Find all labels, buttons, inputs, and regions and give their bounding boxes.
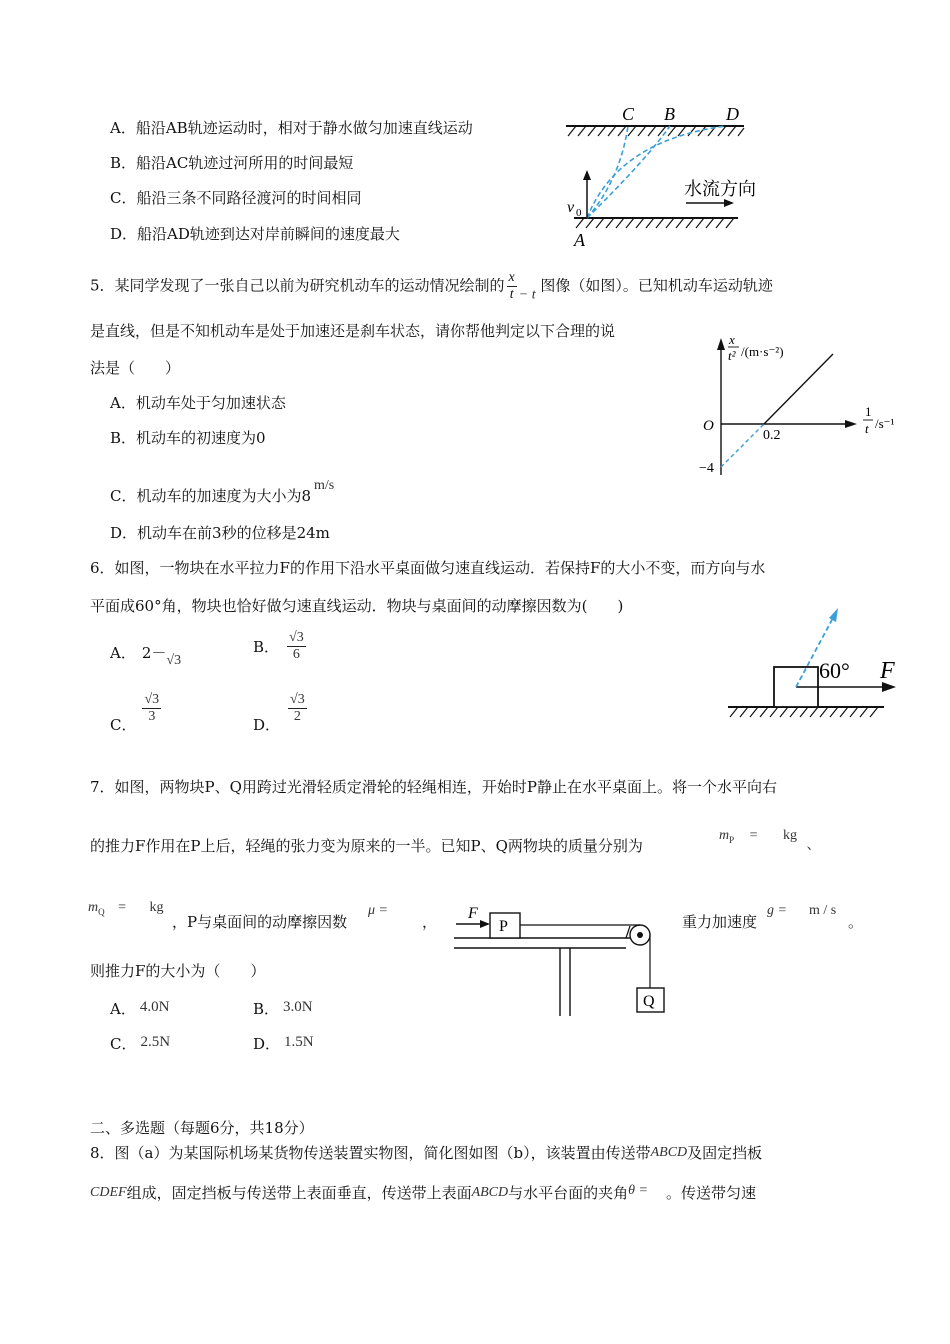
q6-stem-line2: 平面成60°角，物块也恰好做匀速直线运动．物块与桌面间的动摩擦因数为( ) bbox=[90, 597, 624, 615]
label-flow: 水流方向 bbox=[684, 179, 756, 199]
q7-mass-q: $m_Q$ = kg bbox=[88, 900, 164, 917]
x-axis-arrow bbox=[845, 420, 857, 428]
path-ac bbox=[587, 126, 628, 218]
q7-mass-p: $m_P$ = kg 、 bbox=[719, 828, 821, 853]
q5-stem-line3: 法是（ ） bbox=[90, 359, 181, 377]
q7-period: 。 bbox=[848, 913, 864, 931]
angled-force-head bbox=[829, 608, 838, 622]
label-b: B bbox=[664, 104, 675, 124]
label-v0-sub: 0 bbox=[576, 207, 582, 219]
label-d: D bbox=[726, 104, 739, 124]
dashed-extension bbox=[721, 424, 764, 467]
q5-option-b: B．机动车的初速度为0 bbox=[110, 429, 266, 447]
q7-option-b: B． 3.0N bbox=[253, 999, 313, 1018]
pulley-axle bbox=[637, 932, 643, 938]
q7-mu: μ = bbox=[368, 903, 388, 918]
q4-option-d: D．船沿AD轨迹到达对岸前瞬间的速度最大 bbox=[110, 225, 400, 243]
q5-option-d: D．机动车在前3秒的位移是24m bbox=[110, 524, 330, 542]
q7-option-d: D． 1.5N bbox=[253, 1034, 314, 1053]
push-arrow-head bbox=[480, 920, 490, 928]
q7-option-a: A． 4.0N bbox=[110, 999, 170, 1018]
flow-arrowhead bbox=[724, 199, 734, 207]
q4-option-a: A．船沿AB轨迹运动时，相对于静水做匀加速直线运动 bbox=[110, 119, 473, 137]
solid-line bbox=[764, 354, 833, 424]
v0-arrowhead bbox=[583, 170, 591, 180]
q4-option-c: C．船沿三条不同路径渡河的时间相同 bbox=[110, 189, 362, 207]
table-hatch bbox=[730, 707, 878, 717]
q7-g-value: g = m / s bbox=[767, 903, 837, 918]
q6-option-d: D． $\frac{√3}{2}$ bbox=[253, 692, 305, 734]
q7-gravity-text: 重力加速度 bbox=[682, 913, 758, 931]
q6-option-a: A． 2－√3 bbox=[110, 644, 182, 668]
q6-option-b: B． $\frac{√3}{6}$ bbox=[253, 630, 304, 662]
svg-text:t²: t² bbox=[728, 348, 736, 363]
q7-stem-line4: 则推力F的大小为（ ） bbox=[90, 962, 266, 980]
q8-line2: CDEF组成，固定挡板与传送带上表面垂直，传送带上表面ABCD与水平台面的夹角θ = 。传送带匀速 bbox=[90, 1183, 756, 1202]
q7-option-c: C． 2.5N bbox=[110, 1034, 171, 1053]
q7-comma: ， bbox=[422, 913, 438, 931]
q7-pulley-figure bbox=[450, 896, 670, 1021]
origin-label: O bbox=[703, 418, 714, 434]
q7-stem-line1: 7．如图，两物块P、Q用跨过光滑轻质定滑轮的轻绳相连，开始时P静止在水平桌面上。将一个水平向右 bbox=[90, 778, 778, 796]
q6-block-figure bbox=[722, 600, 902, 725]
q6-stem-line1: 6．如图，一物块在水平拉力F的作用下沿水平桌面做匀速直线运动．若保持F的大小不变，而方向与水 bbox=[90, 559, 766, 577]
path-ab bbox=[587, 126, 670, 218]
path-ad bbox=[587, 126, 726, 218]
label-p: P bbox=[499, 918, 508, 935]
svg-text:t: t bbox=[865, 421, 869, 436]
y-unit: /(m·s⁻²) bbox=[741, 344, 784, 359]
x-label bbox=[863, 404, 873, 436]
y-label bbox=[728, 332, 739, 363]
label-q: Q bbox=[643, 993, 655, 1010]
angle-label: 60° bbox=[819, 658, 850, 683]
q5-stem-line1: 5．某同学发现了一张自己以前为研究机动车的运动情况绘制的 $\frac{x}{t}$ − t 图像（如图）。已知机动车运动轨迹 bbox=[90, 270, 773, 303]
q7-stem-line2: 的推力F作用在P上后，轻绳的张力变为原来的一半。已知P、Q两物块的质量分别为 bbox=[90, 837, 643, 855]
label-a: A bbox=[574, 230, 585, 250]
q4-option-b: B．船沿AC轨迹过河所用的时间最短 bbox=[110, 154, 354, 172]
q7-stem-line3: ，P与桌面间的动摩擦因数 bbox=[172, 913, 348, 931]
force-label: F bbox=[880, 658, 895, 684]
x-tick-label: 0.2 bbox=[763, 428, 781, 443]
q8-line1: 8．图（a）为某国际机场某货物传送装置实物图，简化图如图（b），该装置由传送带ABCD及固定挡板 bbox=[90, 1144, 763, 1162]
q4-river-figure bbox=[558, 100, 758, 250]
q5-option-c: C．机动车的加速度为大小为8m/s bbox=[110, 478, 335, 505]
svg-text:x: x bbox=[729, 332, 735, 347]
far-bank-hatch bbox=[568, 126, 744, 136]
label-f: F bbox=[468, 905, 478, 922]
section2-title: 二、多选题（每题6分，共18分） bbox=[90, 1119, 314, 1137]
label-v0: v bbox=[567, 199, 575, 216]
svg-text:1: 1 bbox=[865, 404, 872, 419]
x-unit: /s⁻¹ bbox=[875, 416, 895, 431]
label-c: C bbox=[622, 104, 635, 124]
y-tick-label: −4 bbox=[699, 461, 714, 476]
q5-option-a: A．机动车处于匀加速状态 bbox=[110, 394, 286, 412]
near-bank-hatch bbox=[576, 218, 734, 228]
y-axis-arrow bbox=[717, 338, 725, 350]
q5-stem-line2: 是直线，但是不知机动车是处于加速还是刹车状态，请你帮他判定以下合理的说 bbox=[90, 322, 616, 340]
q5-graph bbox=[695, 330, 910, 480]
q6-option-c: C． $\frac{√3}{3}$ bbox=[110, 692, 160, 734]
